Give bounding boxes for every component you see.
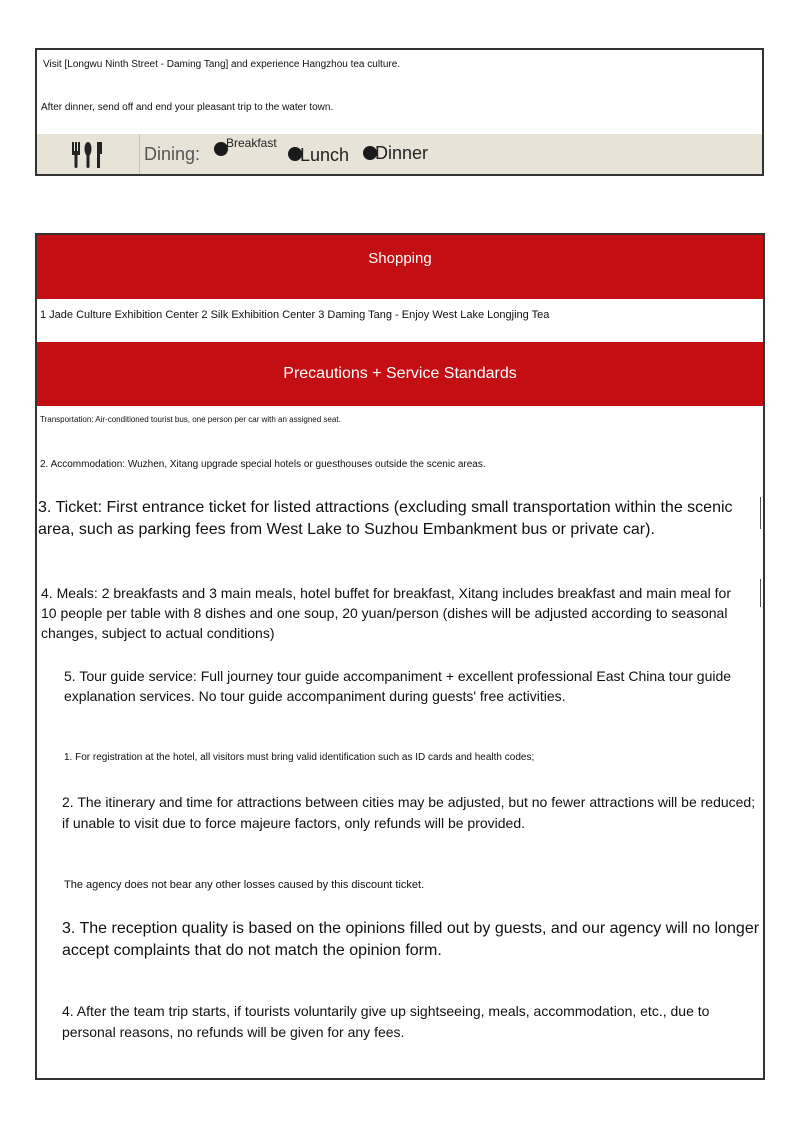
itinerary-line-visit: Visit [Longwu Ninth Street - Daming Tang] and experience Hangzhou tea culture.	[43, 59, 401, 70]
itinerary-day-box	[35, 48, 764, 176]
meal-breakfast	[214, 136, 277, 156]
notice-itinerary: 2. The itinerary and time for attractions between cities may be adjusted, but no fewer attractions will be reduced; if unable to visit due to force majeure factors, only refunds will be provided.	[62, 794, 756, 831]
dining-label: Dining:	[144, 144, 201, 164]
info-box	[35, 233, 765, 1080]
precaution-accommodation: 2. Accommodation: Wuzhen, Xitang upgrade special hotels or guesthouses outside the scenic areas.	[40, 459, 486, 470]
meal-lunch-label: Lunch	[300, 145, 350, 165]
meal-breakfast-label: Breakfast	[226, 136, 277, 150]
text-cursor-line	[760, 497, 761, 529]
notice-no-refunds: 4. After the team trip starts, if tourists voluntarily give up sightseeing, meals, accommodation, etc., due to personal reasons, no refunds will be given for any fees.	[62, 1003, 710, 1040]
dining-icon-cell	[37, 134, 140, 174]
notice-agency-losses: The agency does not bear any other losses caused by this discount ticket.	[64, 879, 425, 891]
shopping-header: Shopping	[37, 235, 763, 299]
precaution-tour-guide: 5. Tour guide service: Full journey tour guide accompaniment + excellent professional East China tour guide explanation services. No tour guide accompaniment during guests' free activities.	[64, 668, 732, 704]
notice-registration: 1. For registration at the hotel, all visitors must bring valid identification such as ID cards and health codes;	[64, 752, 535, 763]
dining-row	[37, 134, 762, 174]
meal-dinner-label: Dinner	[375, 143, 429, 163]
itinerary-line-send-off: After dinner, send off and end your pleasant trip to the water town.	[41, 102, 334, 113]
meal-lunch	[288, 142, 349, 166]
cutlery-icon	[70, 140, 106, 170]
precaution-meals: 4. Meals: 2 breakfasts and 3 main meals, hotel buffet for breakfast, Xitang includes breakfast and main meal for 10 people per table with 8 dishes and one soup, 20 yuan/person (dishes will be adjusted according to seasonal changes, subject to actual conditions)	[41, 585, 731, 641]
shopping-items: 1 Jade Culture Exhibition Center 2 Silk Exhibition Center 3 Daming Tang - Enjoy West Lake Longjing Tea	[40, 309, 550, 321]
meal-dinner	[363, 142, 428, 164]
precaution-transportation: Transportation: Air-conditioned tourist bus, one person per car with an assigned seat.	[40, 415, 341, 424]
notice-reception-quality: 3. The reception quality is based on the opinions filled out by guests, and our agency will no longer accept complaints that do not match the opinion form.	[62, 920, 760, 959]
precautions-header: Precautions + Service Standards	[37, 342, 763, 406]
precaution-ticket: 3. Ticket: First entrance ticket for listed attractions (excluding small transportation within the scenic area, such as parking fees from West Lake to Suzhou Embankment bus or private car).	[38, 499, 733, 538]
text-cursor-line	[760, 579, 761, 607]
